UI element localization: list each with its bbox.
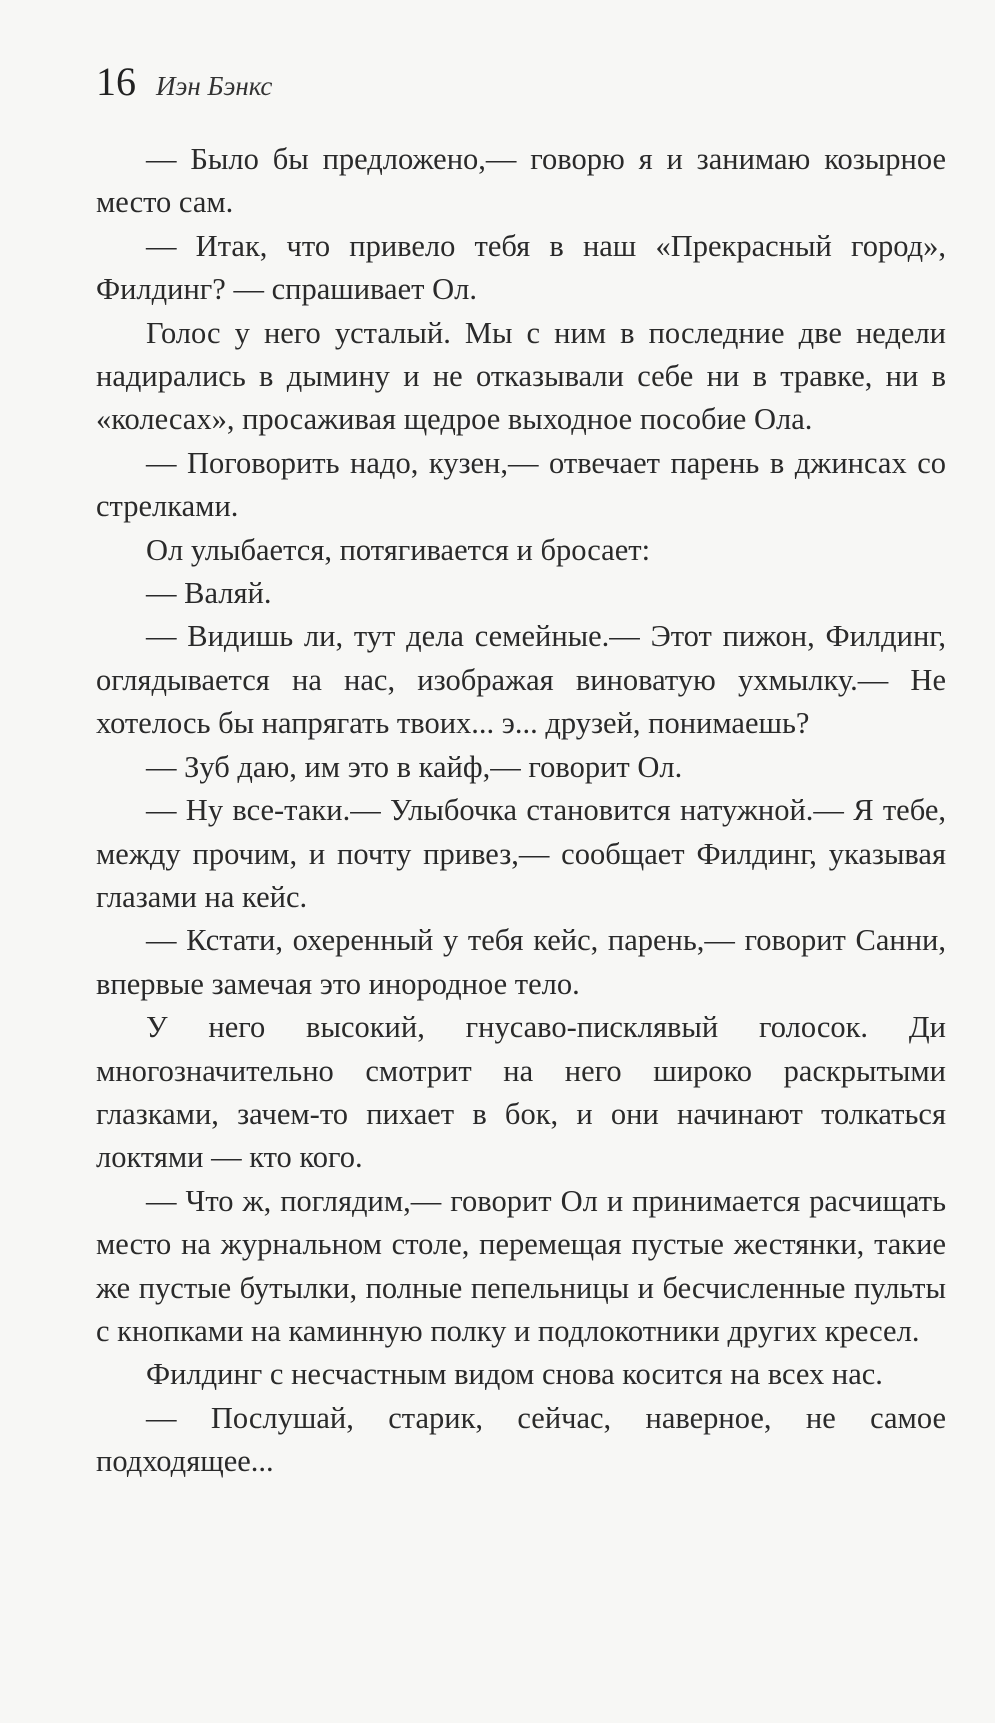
paragraph: Ол улыбается, потягивается и бросает: [146, 532, 651, 567]
paragraph: — Ну все-таки.— Улыбочка становится натужной.— Я тебе, между прочим, и почту привез,— сообщает Филдинг, указывая глазами на кейс. [96, 793, 946, 914]
running-head-author: Иэн Бэнкс [156, 71, 273, 101]
paragraph: — Было бы предложено,— говорю я и занимаю козырное место сам. [96, 142, 946, 220]
paragraph: — Послушай, старик, сейчас, наверное, не самое подходящее... [96, 1400, 946, 1479]
paragraph: — Поговорить надо, кузен,— отвечает парень в джинсах со стрелками. [96, 445, 946, 524]
paragraph: — Итак, что привело тебя в наш «Прекрасный город», Филдинг? — спрашивает Ол. [96, 228, 946, 307]
page-header [96, 58, 272, 105]
page-number: 16 [96, 59, 136, 104]
body-text [96, 138, 946, 1484]
paragraph: — Что ж, поглядим,— говорит Ол и принимается расчищать место на журнальном столе, перемещая пустые жестянки, такие же пустые бутылки, полные пепельницы и бесчисленные пульты с кнопками на каминную полку и подлокотники других кресел. [96, 1183, 946, 1348]
paragraph: Филдинг с несчастным видом снова косится на всех нас. [146, 1357, 883, 1392]
paragraph: — Видишь ли, тут дела семейные.— Этот пижон, Филдинг, оглядывается на нас, изображая виноватую ухмылку.— Не хотелось бы напрягать твоих... э... друзей, понимаешь? [96, 619, 946, 741]
paragraph: — Зуб даю, им это в кайф,— говорит Ол. [146, 749, 683, 784]
paragraph: — Кстати, охеренный у тебя кейс, парень,— говорит Санни, впервые замечая это инородное тело. [96, 923, 946, 1001]
paragraph: У него высокий, гнусаво-писклявый голосок. Ди многозначительно смотрит на него широко раскрытыми глазками, зачем-то пихает в бок, и они начинают толкаться локтями — кто кого. [96, 1010, 946, 1175]
paragraph: Голос у него усталый. Мы с ним в последние две недели надирались в дымину и не отказывали себе ни в травке, ни в «колесах», просаживая щедрое выходное пособие Ола. [96, 315, 946, 437]
paragraph: — Валяй. [146, 576, 272, 611]
